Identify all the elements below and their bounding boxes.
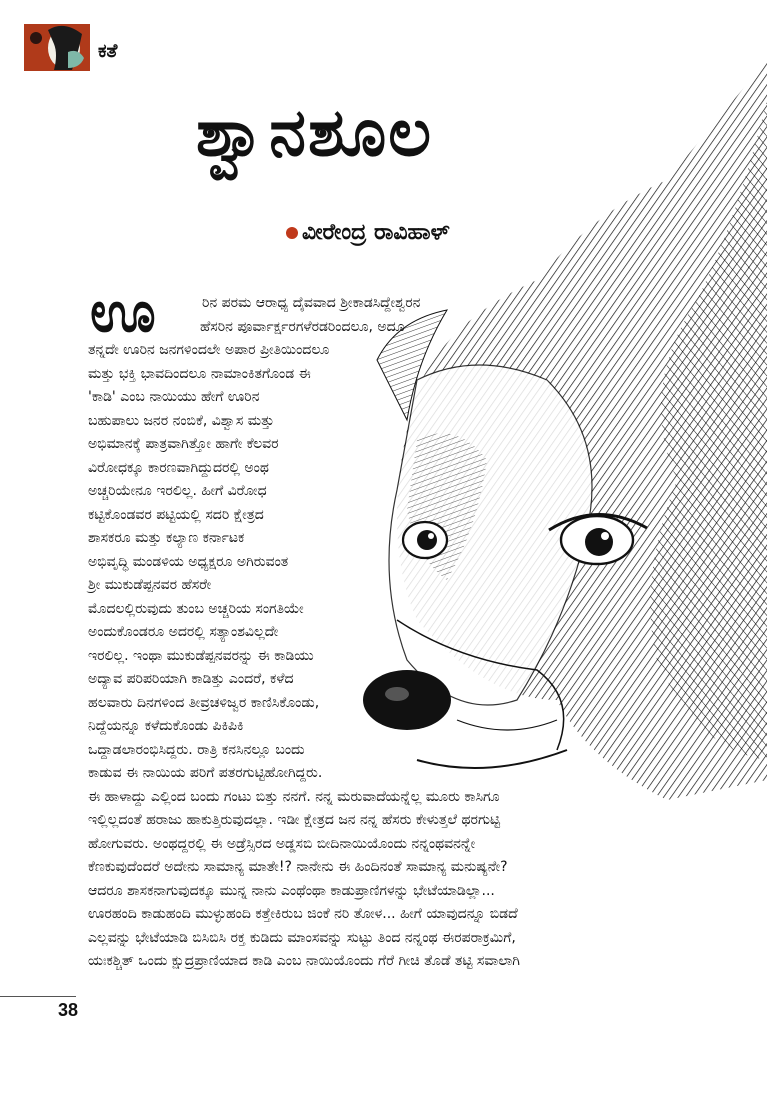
body-text-line: ಆದರೂ ಶಾಸಕನಾಗುವುದಕ್ಕೂ ಮುನ್ನ ನಾನು ಎಂಥೆಂಥಾ ಕಾಡುಪ್ರಾಣಿಗಳನ್ನು ಭೇಟೆಯಾಡಿಲ್ಲಾ...: [88, 882, 495, 899]
body-text-line: ರಿನ ಪರಮ ಆರಾಧ್ಯ ದೈವವಾದ ಶ್ರೀಕಾಡಸಿದ್ದೇಶ್ವರನ: [202, 295, 421, 311]
body-text-line: ಒದ್ದಾಡಲಾರಂಭಿಸಿದ್ದರು. ರಾತ್ರಿ ಕನಸಿನಲ್ಲೂ ಬಂದು: [88, 741, 305, 758]
body-text-line: ಅಂದುಕೊಂಡರೂ ಅದರಲ್ಲಿ ಸತ್ಯಾಂಶವಿಲ್ಲದೇ: [88, 624, 279, 640]
body-text-line: ಕಾಡುವ ಈ ನಾಯಿಯ ಪರಿಗೆ ಪತರಗುಟ್ಟಿಹೋಗಿದ್ದರು.: [88, 765, 323, 781]
body-text-line: ಇರಲಿಲ್ಲ. ಇಂಥಾ ಮುಕುಡೆಪ್ಪನವರನ್ನು ಈ ಕಾಡಿಯು: [88, 647, 314, 664]
body-text-line: ಎಲ್ಲವನ್ನು ಭೇಟೆಯಾಡಿ ಬಿಸಿಬಿಸಿ ರಕ್ತ ಕುಡಿದು ಮಾಂಸವನ್ನು ಸುಟ್ಟು ತಿಂದ ನನ್ನಂಥ ಈರಪರಾಕ್ರಮಿಗೆ,: [88, 929, 516, 946]
section-logo: [24, 24, 90, 71]
body-text-line: ಶ್ರೀ ಮುಕುಡೆಪ್ಪನವರ ಹೆಸರೇ: [88, 577, 212, 593]
body-text-line: ಈ ಹಾಳಾದ್ದು ಎಲ್ಲಿಂದ ಬಂದು ಗಂಟು ಬಿತ್ತು ನನಗೆ. ನನ್ನ ಮರುವಾದೆಯನ್ನೆಲ್ಲ ಮೂರು ಕಾಸಿಗೂ: [88, 788, 500, 805]
body-text-line: ಮತ್ತು ಭಕ್ತಿ ಭಾವದಿಂದಲೂ ನಾಮಾಂಕಿತಗೊಂಡ ಈ: [88, 365, 311, 382]
author-name: ವೀರೇಂದ್ರ ರಾವಿಹಾಳ್: [302, 220, 450, 245]
body-text-line: ಯಃಕಶ್ಚಿತ್ ಒಂದು ಕ್ಷುದ್ರಪ್ರಾಣಿಯಾದ ಕಾಡಿ ಎಂಬ ನಾಯಿಯೊಂದು ಗೆರೆ ಗೀಚಿ ತೊಡೆ ತಟ್ಟಿ ಸವಾಲಾಗಿ: [88, 953, 520, 969]
body-text-line: 'ಕಾಡಿ' ಎಂಬ ನಾಯಿಯು ಹೇಗೆ ಊರಿನ: [88, 389, 260, 405]
drop-cap: ಊ: [90, 279, 156, 345]
body-text-line: ಅದ್ಯಾವ ಪರಿಪರಿಯಾಗಿ ಕಾಡಿತ್ತು ಎಂದರೆ, ಕಳೆದ: [88, 671, 294, 687]
body-text-line: ಹೋಗುವರು. ಅಂಥದ್ದರಲ್ಲಿ ಈ ಅಡ್ರೆಸ್ಸಿರದ ಅಡ್ಡಸಬಿ ಬೀದಿನಾಯಿಯೊಂದು ನನ್ನಂಥವನನ್ನೇ: [88, 835, 476, 852]
body-text-line: ಮೊದಲಲ್ಲಿರುವುದು ತುಂಬ ಅಚ್ಚರಿಯ ಸಂಗತಿಯೇ: [88, 600, 304, 617]
body-text-line: ನಿದ್ದೆಯನ್ನೂ ಕಳೆದುಕೊಂಡು ಪಿಕಿಪಿಕಿ: [88, 718, 244, 734]
body-text-line: ಅಚ್ಚರಿಯೇನೂ ಇರಲಿಲ್ಲ. ಹೀಗೆ ವಿರೋಧ: [88, 483, 267, 499]
body-text-line: ಕೆಣಕುವುದೆಂದರೆ ಅದೇನು ಸಾಮಾನ್ಯ ಮಾತೇ!? ನಾನೇನು ಈ ಹಿಂದಿನಂತೆ ಸಾಮಾನ್ಯ ಮನುಷ್ಯನೇ?: [88, 859, 508, 875]
body-text-line: ಅಭಿಮಾನಕ್ಕೆ ಪಾತ್ರವಾಗಿತ್ತೋ ಹಾಗೇ ಕೆಲವರ: [88, 436, 279, 452]
section-label: ಕತೆ: [98, 40, 118, 62]
body-text-line: ಹಲವಾರು ದಿನಗಳಿಂದ ತೀವ್ರಚಳಿಜ್ವರ ಕಾಣಿಸಿಕೊಂಡು,: [88, 694, 320, 711]
page-number: 38: [58, 1000, 79, 1020]
body-text-line: ಬಹುಪಾಲು ಜನರ ನಂಬಿಕೆ, ವಿಶ್ವಾಸ ಮತ್ತು: [88, 412, 275, 429]
body-text-line: ತನ್ನದೇ ಊರಿನ ಜನಗಳಿಂದಲೇ ಅಪಾರ ಪ್ರೀತಿಯಿಂದಲೂ: [88, 342, 330, 358]
body-text-line: ಶಾಸಕರೂ ಮತ್ತು ಕಲ್ಯಾಣ ಕರ್ನಾಟಕ: [88, 530, 245, 546]
footer-rule: [0, 996, 76, 997]
story-title: ಶ್ವಾನಶೂಲ: [196, 94, 434, 171]
bullet-dot-icon: [286, 227, 298, 239]
body-text-line: ಅಭಿವೃದ್ಧಿ ಮಂಡಳಿಯ ಅಧ್ಯಕ್ಷರೂ ಅಗಿರುವಂತ: [88, 553, 289, 570]
body-text-line: ಊರಹಂದಿ ಕಾಡುಹಂದಿ ಮುಳ್ಳುಹಂದಿ ಕತ್ತೇಕಿರುಬ ಜಿಂಕೆ ನರಿ ತೋಳ... ಹೀಗೆ ಯಾವುದನ್ನೂ ಬಿಡದೆ: [88, 906, 518, 922]
body-text-line: ಕಟ್ಟಿಕೊಂಡವರ ಪಟ್ಟಿಯಲ್ಲಿ ಸದರಿ ಕ್ಷೇತ್ರದ: [88, 506, 264, 523]
body-text-line: ಹೆಸರಿನ ಪೂರ್ವಾರ್ಕ್ಷರಗಳೆರಡರಿಂದಲೂ, ಅದೂ: [200, 318, 405, 335]
body-text-line: ಇಲ್ಲಿಲ್ಲದಂತೆ ಹರಾಜು ಹಾಕುತ್ತಿರುವುದಲ್ಲಾ. ಇಡೀ ಕ್ಷೇತ್ರದ ಜನ ನನ್ನ ಹೆಸರು ಕೇಳುತ್ತಲೆ ಥರಗುಟ್ಟಿ: [88, 812, 501, 828]
body-text-line: ವಿರೋಧಕ್ಕೂ ಕಾರಣವಾಗಿದ್ದುದರಲ್ಲಿ ಅಂಥ: [88, 459, 269, 476]
